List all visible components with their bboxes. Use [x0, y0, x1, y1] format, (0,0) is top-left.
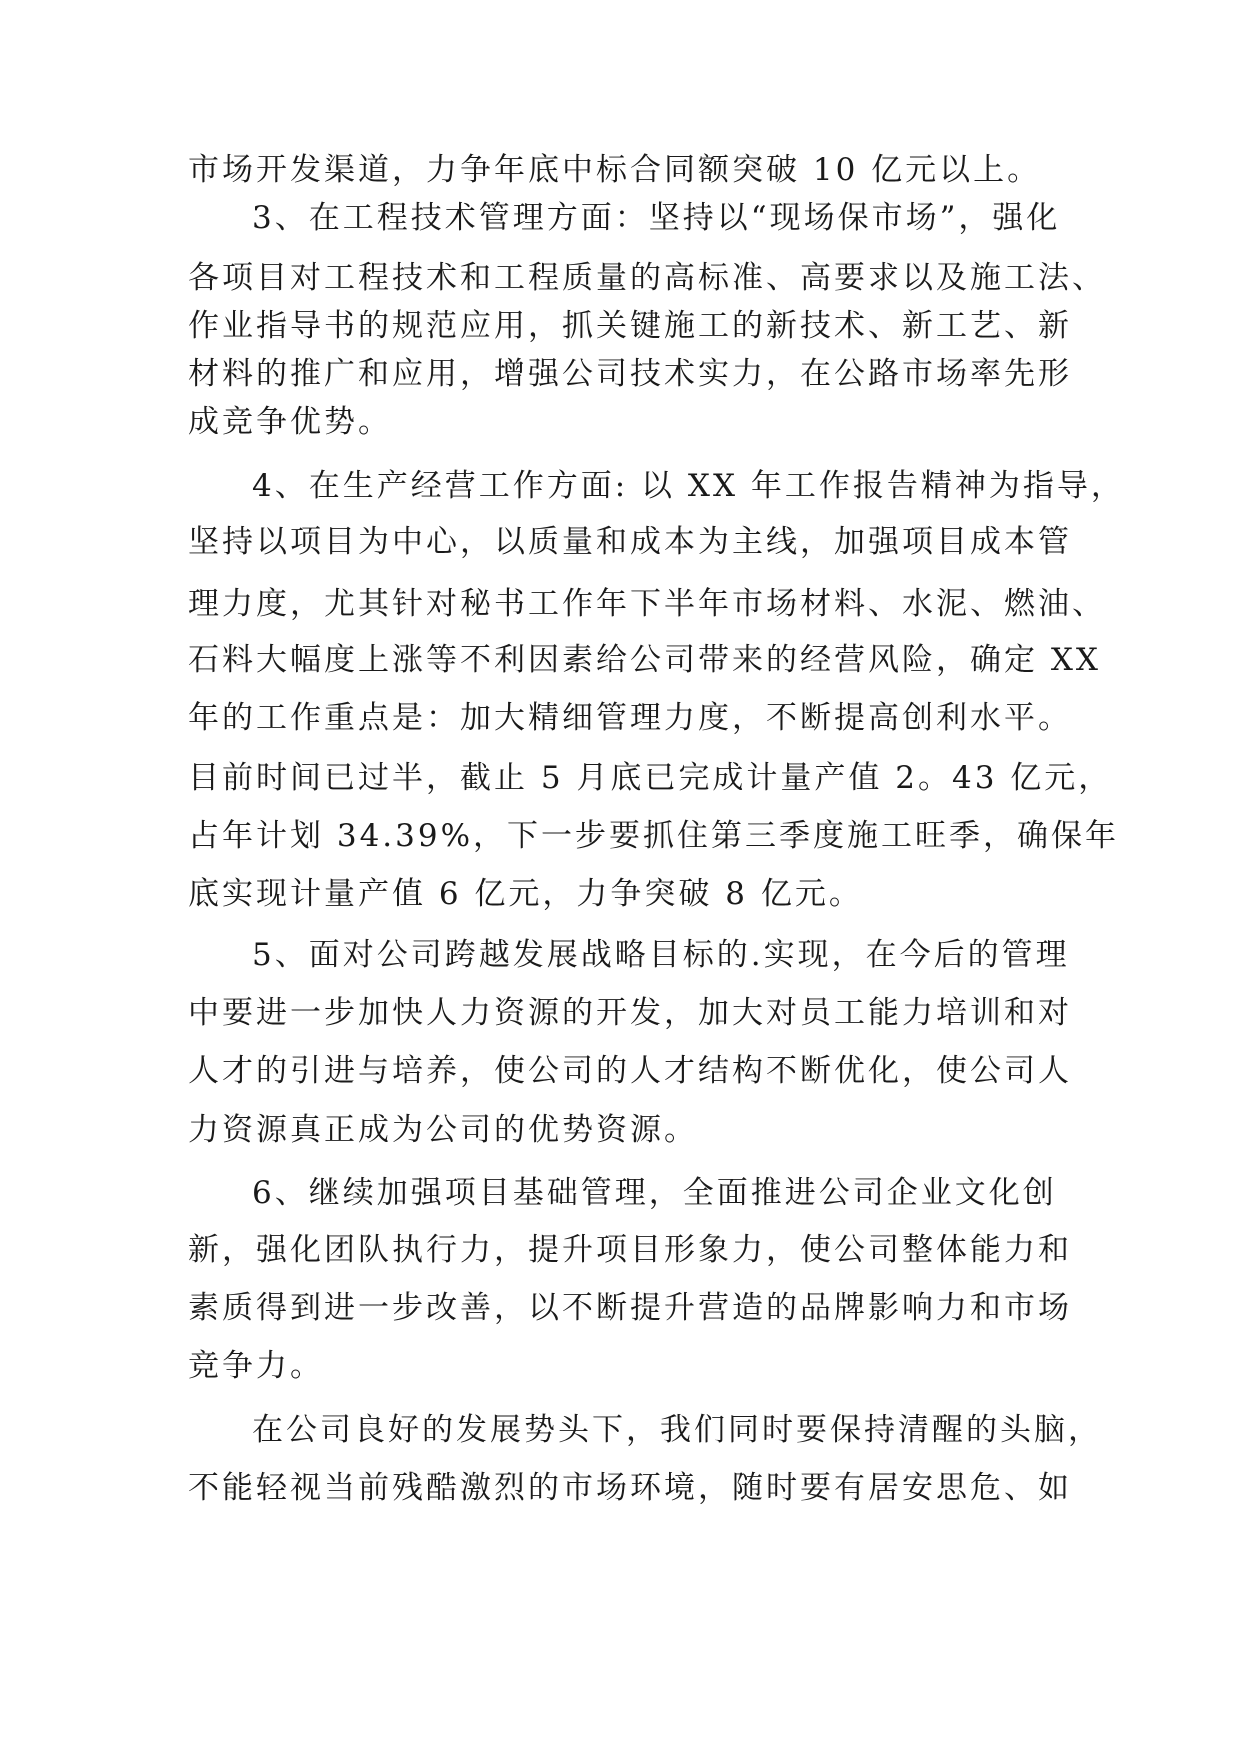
text-line: 市场开发渠道，力争年底中标合同额突破 10 亿元以上。: [188, 152, 1042, 188]
text-line: 石料大幅度上涨等不利因素给公司带来的经营风险，确定 XX: [188, 642, 1101, 678]
text-line: 底实现计量产值 6 亿元，力争突破 8 亿元。: [188, 876, 863, 912]
text-line: 各项目对工程技术和工程质量的高标准、高要求以及施工法、: [188, 260, 1106, 296]
text-line: 6、继续加强项目基础管理，全面推进公司企业文化创: [252, 1175, 1057, 1211]
text-line: 材料的推广和应用，增强公司技术实力，在公路市场率先形: [188, 356, 1072, 392]
text-line: 新，强化团队执行力，提升项目形象力，使公司整体能力和: [188, 1232, 1072, 1268]
text-line: 3、在工程技术管理方面：坚持以“现场保市场”，强化: [252, 200, 1061, 236]
text-line: 人才的引进与培养，使公司的人才结构不断优化，使公司人: [188, 1053, 1072, 1089]
text-line: 占年计划 34.39%，下一步要抓住第三季度施工旺季，确保年: [188, 818, 1120, 854]
text-line: 素质得到进一步改善，以不断提升营造的品牌影响力和市场: [188, 1290, 1072, 1326]
text-line: 中要进一步加快人力资源的开发，加大对员工能力培训和对: [188, 995, 1072, 1031]
text-line: 5、面对公司跨越发展战略目标的.实现，在今后的管理: [252, 937, 1070, 973]
text-line: 坚持以项目为中心，以质量和成本为主线，加强项目成本管: [188, 524, 1072, 560]
text-line: 成竞争优势。: [188, 404, 392, 440]
text-line: 竞争力。: [188, 1348, 324, 1384]
text-line: 作业指导书的规范应用，抓关键施工的新技术、新工艺、新: [188, 308, 1072, 344]
text-line: 不能轻视当前残酷激烈的市场环境，随时要有居安思危、如: [188, 1470, 1072, 1506]
text-line: 4、在生产经营工作方面: 以 XX 年工作报告精神为指导，: [252, 468, 1125, 504]
text-line: 理力度，尤其针对秘书工作年下半年市场材料、水泥、燃油、: [188, 586, 1106, 622]
text-line: 年的工作重点是：加大精细管理力度，不断提高创利水平。: [188, 700, 1072, 736]
text-line: 目前时间已过半，截止 5 月底已完成计量产值 2。43 亿元，: [188, 760, 1113, 796]
text-line: 力资源真正成为公司的优势资源。: [188, 1112, 698, 1148]
text-line: 在公司良好的发展势头下，我们同时要保持清醒的头脑，: [252, 1412, 1102, 1448]
